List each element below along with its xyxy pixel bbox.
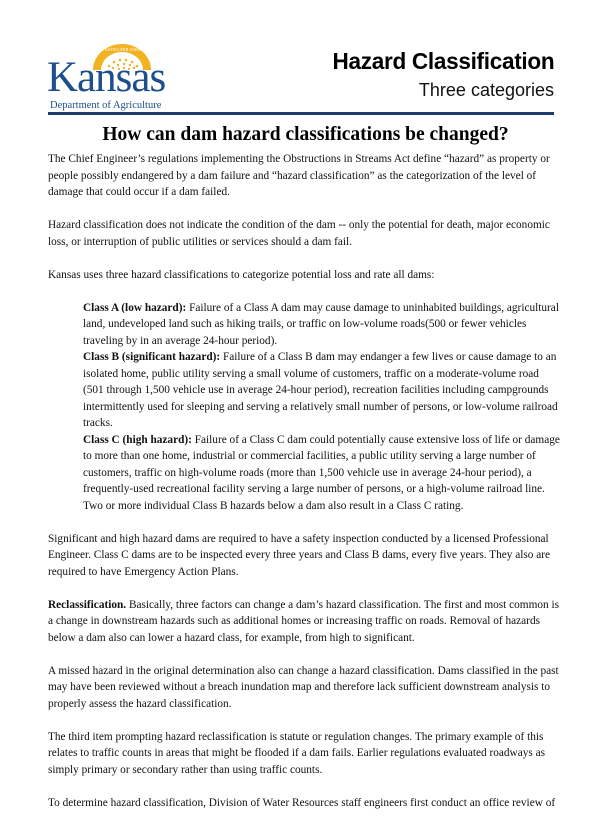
reclassification-paragraph xyxy=(48,597,560,647)
class-c-text: Failure of a Class C dam could potentially cause extensive loss of life or damage to more than one home, industrial or commercial facilities, a public utility serving a large number of customers, traffic on high-volume roads (more than 1,500 vehicle use in average 24-hour period), a frequently-used recreational facility serving a large number of persons, or a high-volume railroad line. Two or more individual Class B hazards below a dam also result in a Class C rating. xyxy=(83,433,560,512)
page-subtitle: Three categories xyxy=(418,80,554,100)
regulation-changes-paragraph: The third item prompting hazard reclassification is statute or regulation changes. The primary example of this relates to traffic counts in areas that might be flooded if a dam fails. Earlier regulations evaluated roadways as simply primary or secondary rather than using traffic counts. xyxy=(48,730,545,776)
reclassification-text: Basically, three factors can change a dam’s hazard classification. The first and most common is a change in downstream hazards such as additional homes or increasing traffic on roads. Removal of hazards below a dam also can lower a hazard class, for example, from high to significant. xyxy=(48,598,560,644)
condition-paragraph: Hazard classification does not indicate the condition of the dam -- only the potential for death, major economic loss, or interruption of public utilities or services should a dam fail. xyxy=(48,219,550,248)
class-a-item xyxy=(83,300,560,350)
determination-paragraph: To determine hazard classification, Division of Water Resources staff engineers first conduct an office review of xyxy=(48,796,556,809)
class-c-label: Class C (high hazard): xyxy=(83,433,192,446)
classifications-intro-paragraph: Kansas uses three hazard classifications to categorize potential loss and rate all dams: xyxy=(48,268,435,281)
intro-paragraph: The Chief Engineer’s regulations implementing the Obstructions in Streams Act define “hazard” as property or people possibly endangered by a dam failure and “hazard classification” as the categorization of the level of damage that could occur if a dam failed. xyxy=(48,153,550,198)
document-body xyxy=(48,151,560,828)
reclassification-label: Reclassification. xyxy=(48,598,127,611)
class-c-item xyxy=(83,432,560,515)
logo-wordmark: Kansas xyxy=(47,54,166,101)
page-title: Hazard Classification xyxy=(332,48,554,74)
kansas-agriculture-logo xyxy=(47,42,167,110)
logo-subtitle: Department of Agriculture xyxy=(50,100,162,111)
class-a-text: Failure of a Class A dam may cause damage to uninhabited buildings, agricultural land, undeveloped land such as hiking trails, or traffic on low-volume roads(500 or fewer vehicles traveling by in an average 24-hour period). xyxy=(83,301,559,347)
class-a-label: Class A (low hazard): xyxy=(83,301,187,314)
svg-text:AD ASTRA PER ASPERA: AD ASTRA PER ASPERA xyxy=(97,47,147,52)
class-b-text: Failure of a Class B dam may endanger a few lives or cause damage to an isolated home, public utility serving a small volume of customers, traffic on a moderate-volume road (501 through 1,500 vehicle use in average 24-hour period), recreation facilities including campgrounds intermittently used for sleeping and serving a relatively small number of persons, or low-volume railroad tracks. xyxy=(83,351,558,429)
class-b-item xyxy=(83,349,560,432)
class-b-label: Class B (significant hazard): xyxy=(83,351,221,363)
missed-hazard-paragraph: A missed hazard in the original determination also can change a hazard classification. Dams classified in the past may have been reviewed without a breach inundation map and therefore lack sufficient downstream analysis to properly assess the hazard classification. xyxy=(48,664,559,710)
inspection-paragraph: Significant and high hazard dams are required to have a safety inspection conducted by a licensed Professional Engineer. Class C dams are to be inspected every three years and Class B dams, every five years. They also are required to have Emergency Action Plans. xyxy=(48,532,551,578)
hazard-classes-list xyxy=(48,300,560,515)
section-heading: How can dam hazard classifications be changed? xyxy=(102,124,509,145)
header-divider xyxy=(48,112,554,115)
